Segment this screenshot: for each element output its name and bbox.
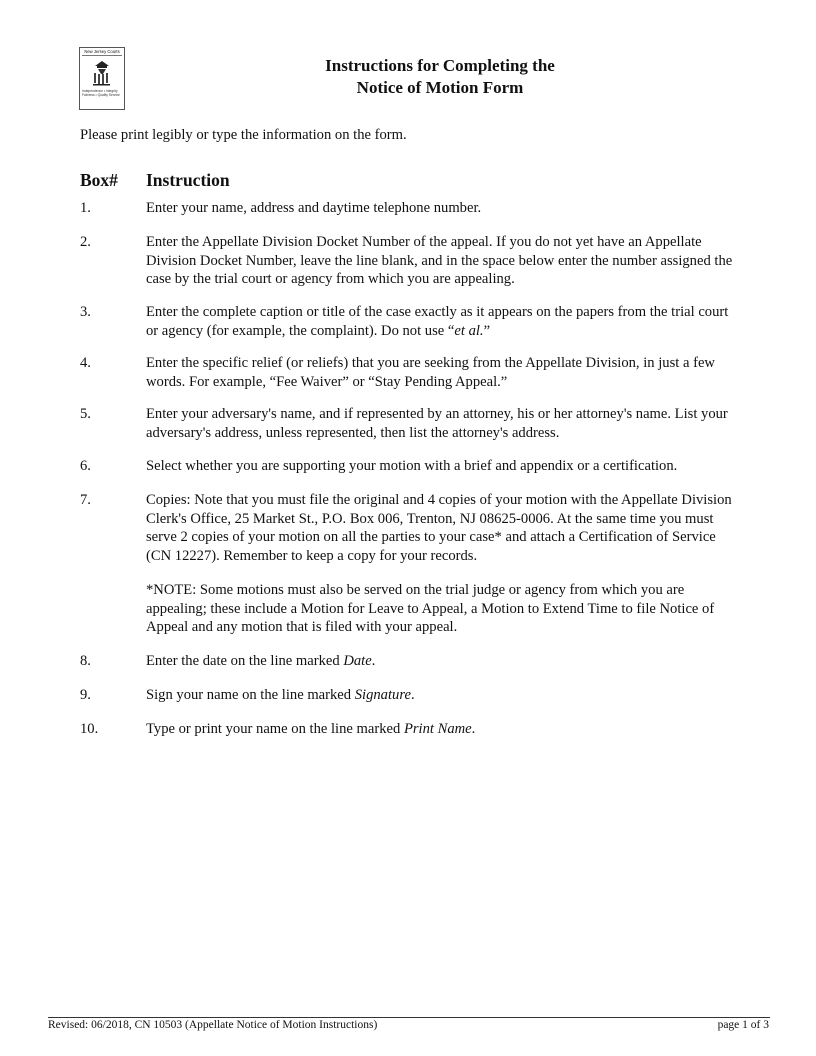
logo-motto-line1: Independence • Integrity (82, 89, 118, 93)
footer-page-number: page 1 of 3 (717, 1019, 769, 1031)
emphasis-signature: Signature (354, 687, 411, 703)
title-line-1: Instructions for Completing the (325, 56, 555, 75)
logo-motto (82, 89, 122, 97)
emphasis-print-name: Print Name (403, 721, 472, 737)
item-number: 8. (80, 653, 91, 669)
item-text: Sign your name on the line marked Signature. (146, 687, 415, 703)
item-note: *NOTE: Some motions must also be served on the trial judge or agency from which you are appealing; these include a Motion for Leave to Appeal, a Motion to Extend Time to file Notice of Appeal and any motion that is filed with your appeal. (146, 582, 715, 635)
item-number: 2. (80, 234, 91, 250)
intro-text: Please print legibly or type the information on the form. (80, 127, 407, 143)
logo-top-text: New Jersey Courts (82, 49, 122, 56)
item-number: 7. (80, 492, 91, 508)
item-number: 4. (80, 355, 91, 371)
item-number: 3. (80, 304, 91, 320)
courthouse-figure-icon (90, 60, 114, 86)
emphasis-et-al: et al. (454, 322, 484, 339)
nj-courts-logo (79, 47, 125, 110)
emphasis-date: Date (343, 653, 372, 669)
instruction-item-6 (80, 457, 740, 476)
instruction-item-7 (80, 491, 740, 637)
item-text: Enter the specific relief (or reliefs) that you are seeking from the Appellate Division, in just a few words. For example, “Fee Waiver” or “Stay Pending Appeal.” (146, 355, 715, 390)
logo-motto-line2: Fairness • Quality Service (82, 93, 120, 97)
item-text: Enter the date on the line marked Date. (146, 653, 376, 669)
footer-divider (48, 1017, 770, 1018)
item-text: Enter your name, address and daytime telephone number. (146, 200, 482, 216)
title-line-2: Notice of Motion Form (356, 78, 524, 97)
instruction-item-3 (80, 303, 740, 340)
item-text: Type or print your name on the line marked Print Name. (146, 721, 476, 737)
item-number: 6. (80, 458, 91, 474)
footer-revision: Revised: 06/2018, CN 10503 (Appellate Notice of Motion Instructions) (48, 1019, 378, 1031)
instruction-item-4 (80, 354, 740, 391)
instruction-column-header: Instruction (146, 170, 230, 190)
instruction-item-8 (80, 652, 740, 671)
box-column-header: Box# (80, 170, 118, 190)
instruction-item-9 (80, 686, 740, 705)
instruction-item-2 (80, 233, 740, 289)
item-text: Enter the Appellate Division Docket Number of the appeal. If you do not yet have an Appellate Division Docket Number, leave the line blank, and in the space below enter the number assigned the case by the trial court or agency from which you are appealing. (146, 234, 733, 287)
item-text: Copies: Note that you must file the original and 4 copies of your motion with the Appellate Division Clerk's Office, 25 Market St., P.O. Box 006, Trenton, NJ 08625-0006. At the same time you must serve 2 copies of your motion on all the parties to your case* and attach a Certification of Service (CN 12227). Remember to keep a copy for your records. (146, 492, 732, 564)
instruction-item-10 (80, 720, 740, 739)
item-text: Enter your adversary's name, and if represented by an attorney, his or her attorney's name. List your adversary's address, unless represented, then list the attorney's address. (146, 406, 728, 441)
item-number: 9. (80, 687, 91, 703)
item-number: 1. (80, 200, 91, 216)
item-number: 5. (80, 406, 91, 422)
item-text: Enter the complete caption or title of the case exactly as it appears on the papers from the trial court or agency (for example, the complaint). Do not use “et al.” (146, 304, 729, 339)
instruction-table-header (80, 170, 230, 191)
item-text: Select whether you are supporting your motion with a brief and appendix or a certification. (146, 458, 678, 474)
page-title (240, 55, 640, 99)
instruction-item-1 (80, 199, 740, 218)
item-number: 10. (80, 721, 99, 737)
instruction-item-5 (80, 405, 740, 442)
